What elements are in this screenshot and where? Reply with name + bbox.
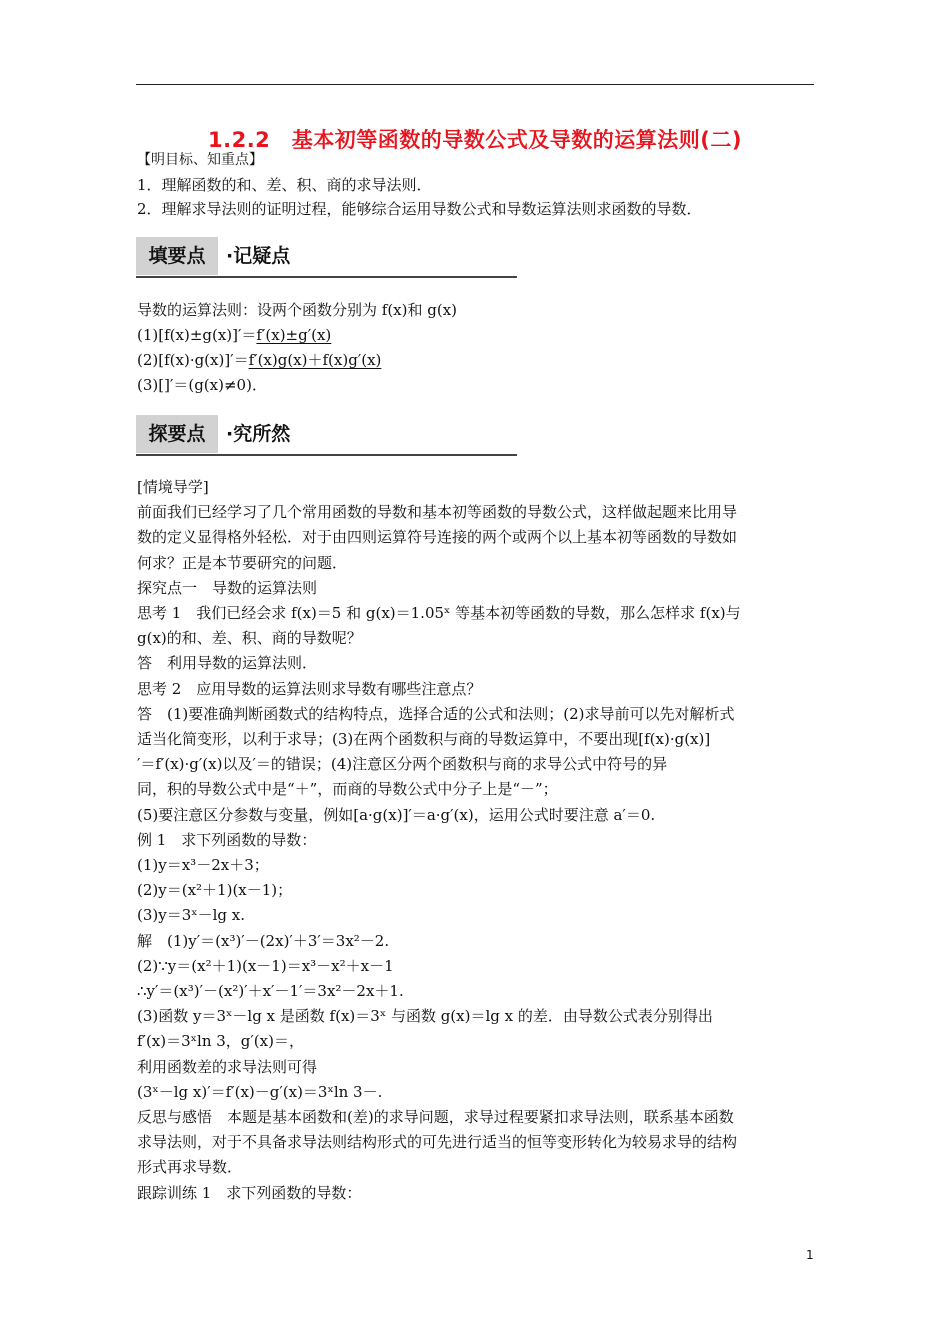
body-line: (2)∵y＝(x²＋1)(x－1)＝x³－x²＋x－1 — [137, 957, 394, 975]
section-box-label: 探要点 — [136, 415, 218, 453]
body-line: (5)要注意区分参数与变量，例如[a·g(x)]′＝a·g′(x)，运用公式时要注意 a′＝0. — [137, 806, 656, 824]
body-line: 数的定义显得格外轻松．对于由四则运算符号连接的两个或两个以上基本初等函数的导数如 — [137, 528, 738, 546]
section-box-label: 填要点 — [136, 237, 218, 275]
section-header-explore-points — [136, 415, 517, 457]
body-line: 探究点一 导数的运算法则 — [137, 579, 318, 597]
body-line: 求导法则，对于不具备求导法则结构形式的可先进行适当的恒等变形转化为较易求导的结构 — [137, 1133, 738, 1151]
rule-1 — [137, 325, 331, 345]
body-line: 解 (1)y′＝(x³)′－(2x)′＋3′＝3x²－2. — [137, 932, 390, 950]
body-line: 反思与感悟 本题是基本函数和(差)的求导问题，求导过程要紧扣求导法则，联系基本函数 — [137, 1108, 734, 1126]
body-line: [情境导学] — [137, 478, 209, 496]
body-line: (3ˣ－lg x)′＝f′(x)－g′(x)＝3ˣln 3－. — [137, 1083, 383, 1101]
body-line: 利用函数差的求导法则可得 — [137, 1058, 318, 1076]
objective-1: 1．理解函数的和、差、积、商的求导法则． — [137, 176, 432, 194]
rule-1-answer: f′(x)±g′(x) — [256, 326, 332, 344]
section-rule — [136, 454, 517, 456]
body-line: (2)y＝(x²＋1)(x－1)； — [137, 881, 293, 899]
rule-1-left: (1)[f(x)±g(x)]′＝ — [137, 326, 257, 344]
body-line: 形式再求导数． — [137, 1158, 243, 1176]
header-rule — [136, 84, 814, 85]
section-sub-label: ·究所然 — [226, 423, 291, 445]
rule-2 — [137, 350, 381, 370]
body-line: 适当化简变形，以利于求导；(3)在两个函数积与商的导数运算中，不要出现[f(x)·g(x)] — [137, 730, 711, 748]
body-line: ∴y′＝(x³)′－(x²)′＋x′－1′＝3x²－2x＋1. — [137, 982, 404, 1000]
body-line: 何求？正是本节要研究的问题． — [137, 554, 348, 572]
rules-intro: 导数的运算法则：设两个函数分别为 f(x)和 g(x) — [137, 301, 458, 319]
body-line: g(x)的和、差、积、商的导数呢？ — [137, 629, 362, 647]
objective-2: 2．理解求导法则的证明过程，能够综合运用导数公式和导数运算法则求函数的导数． — [137, 200, 702, 218]
rule-3: (3)[]′＝(g(x)≠0)． — [137, 376, 267, 394]
body-line: 思考 1 我们已经会求 f(x)＝5 和 g(x)＝1.05ˣ 等基本初等函数的导数，那么怎样求 f(x)与 — [137, 604, 741, 622]
body-line: (3)函数 y＝3ˣ－lg x 是函数 f(x)＝3ˣ 与函数 g(x)＝lg x 的差．由导数公式表分别得出 — [137, 1007, 713, 1025]
body-line: 答 (1)要准确判断函数式的结构特点，选择合适的公式和法则；(2)求导前可以先对解析式 — [137, 705, 735, 723]
body-line: 思考 2 应用导数的运算法则求导数有哪些注意点？ — [137, 680, 482, 698]
page-number: 1 — [806, 1248, 814, 1262]
body-line: f′(x)＝3ˣln 3，g′(x)＝， — [137, 1032, 304, 1050]
rule-2-left: (2)[f(x)·g(x)]′＝ — [137, 351, 249, 369]
objectives-header: 【明目标、知重点】 — [137, 152, 263, 168]
body-line: (1)y＝x³－2x＋3； — [137, 856, 269, 874]
body-line: 同，积的导数公式中是“＋”，而商的导数公式中分子上是“－”； — [137, 780, 558, 798]
section-sub-label: ·记疑点 — [226, 245, 291, 267]
page-title: 1.2.2 基本初等函数的导数公式及导数的运算法则(二) — [208, 128, 742, 152]
section-rule — [136, 276, 517, 278]
body-line: 跟踪训练 1 求下列函数的导数： — [137, 1184, 362, 1202]
body-line: 答 利用导数的运算法则． — [137, 654, 318, 672]
body-line: (3)y＝3ˣ－lg x. — [137, 906, 246, 924]
rule-2-answer: f′(x)g(x)＋f(x)g′(x) — [248, 351, 382, 369]
body-line: ′＝f′(x)·g′(x)以及′＝的错误；(4)注意区分两个函数积与商的求导公式中符号的异 — [137, 755, 668, 773]
body-line: 例 1 求下列函数的导数： — [137, 831, 317, 849]
body-line: 前面我们已经学习了几个常用函数的导数和基本初等函数的导数公式，这样做起题来比用导 — [137, 503, 738, 521]
section-header-fill-points — [136, 237, 517, 279]
